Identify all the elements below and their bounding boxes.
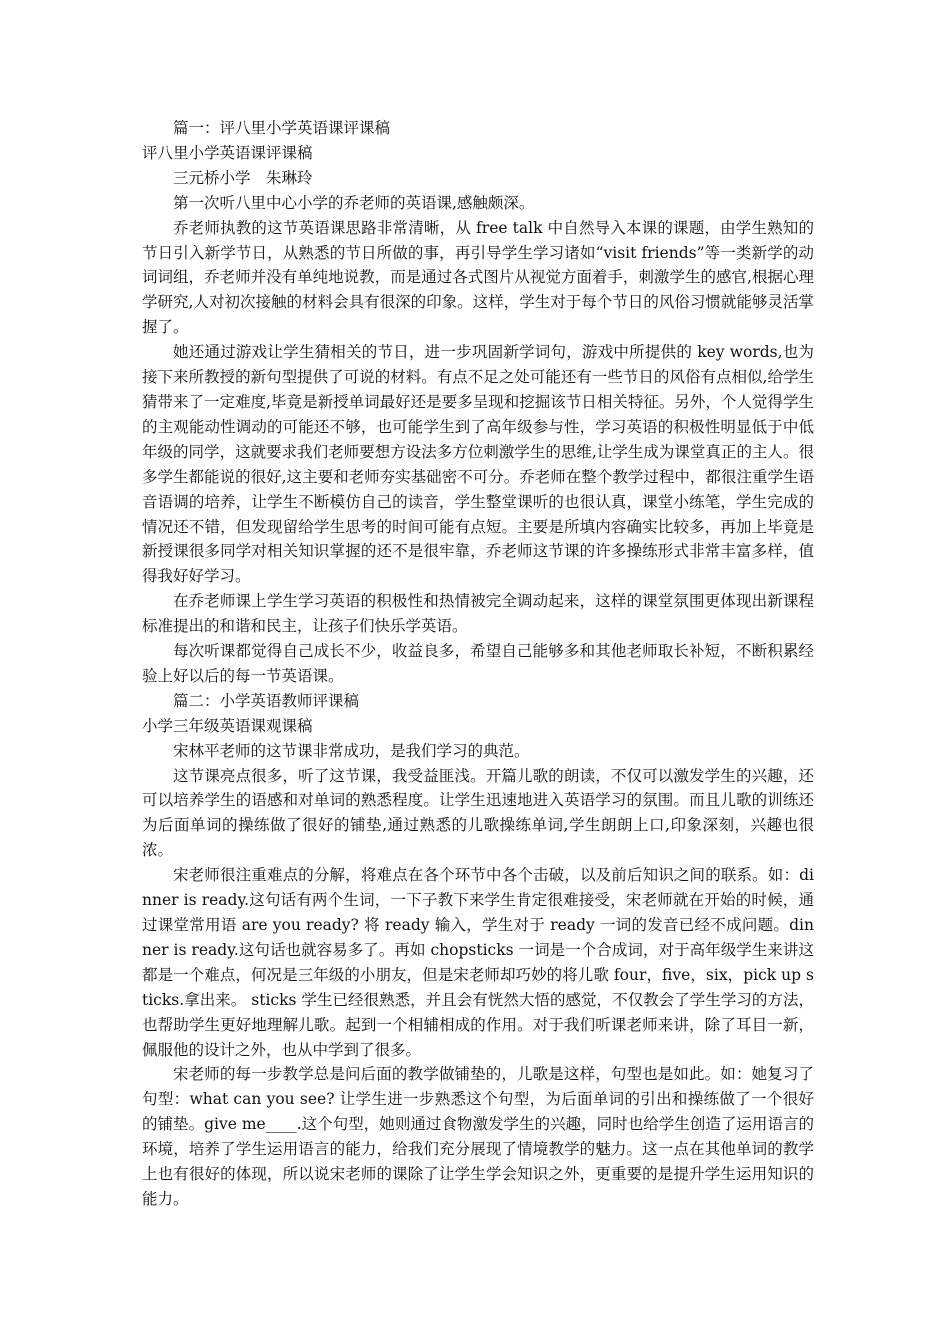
document-page (142, 116, 814, 1212)
section2-paragraph: 宋老师的每一步教学总是问后面的教学做铺垫的，儿歌是这样，句型也是如此。如：她复习了句型：what can you see? 让学生进一步熟悉这个句型，为后面单词的引出和操练做了一个很好的铺垫。give me____.这个句型，她则通过食物激发学生的兴趣，同时也给学生创造了运用语言的环境，培养了学生运用语言的能力，给我们充分展现了情境教学的魅力。这一点在其他单词的教学上也有很好的体现，所以说宋老师的课除了让学生学会知识之外，更重要的是提升学生运用知识的能力。 (142, 1065, 814, 1208)
section2-paragraph: 这节课亮点很多，听了这节课，我受益匪浅。开篇儿歌的朗读，不仅可以激发学生的兴趣，还可以培养学生的语感和对单词的熟悉程度。让学生迅速地进入英语学习的氛围。而且儿歌的训练还为后面单词的操练做了很好的铺垫,通过熟悉的儿歌操练单词,学生朗朗上口,印象深刻，兴趣也很浓。 (142, 766, 814, 860)
section1-paragraph: 第一次听八里中心小学的乔老师的英语课,感触颇深。 (173, 193, 535, 212)
section1-title: 评八里小学英语课评课稿 (142, 143, 313, 162)
section2-heading: 篇二：小学英语教师评课稿 (173, 691, 360, 710)
section2-paragraph: 宋老师很注重难点的分解，将难点在各个环节中各个击破，以及前后知识之间的联系。如：dinner is ready.这句话有两个生词，一下子教下来学生肯定很难接受，宋老师就在开始的时候，通过课堂常用语 are you ready? 将 ready 输入，学生对于 ready 一词的发音已经不成问题。dinner is ready.这句话也就容易多了。再如 chopsticks 一词是一个合成词，对于高年级学生来讲这都是一个难点，何况是三年级的小朋友，但是宋老师却巧妙的将儿歌 four，five，six，pick up sticks.拿出来。 sticks 学生已经很熟悉，并且会有恍然大悟的感觉，不仅教会了学生学习的方法，也帮助学生更好地理解儿歌。起到一个相辅相成的作用。对于我们听课老师来讲，除了耳目一新，佩服他的设计之外，也从中学到了很多。 (142, 866, 814, 1059)
section1-author: 三元桥小学 朱琳玲 (173, 168, 313, 187)
section1-heading: 篇一：评八里小学英语课评课稿 (173, 119, 391, 137)
section2-title: 小学三年级英语课观课稿 (142, 716, 313, 735)
section1-paragraph: 她还通过游戏让学生猜相关的节日，进一步巩固新学词句，游戏中所提供的 key words,也为接下来所教授的新句型提供了可说的材料。有点不足之处可能还有一些节日的风俗有点相似,给学生猜带来了一定难度,毕竟是新授单词最好还是要多呈现和挖掘该节日相关特征。另外，个人觉得学生的主观能动性调动的可能还不够，也可能学生到了高年级参与性，学习英语的积极性明显低于中低年级的同学，这就要求我们老师要想方设法多方位刺激学生的思维,让学生成为课堂真正的主人。很多学生都能说的很好,这主要和老师夯实基础密不可分。乔老师在整个教学过程中，都很注重学生语音语调的培养，让学生不断模仿自己的读音，学生整堂课听的也很认真，课堂小练笔，学生完成的情况还不错，但发现留给学生思考的时间可能有点短。主要是所填内容确实比较多，再加上毕竟是新授课很多同学对相关知识掌握的还不是很牢靠，乔老师这节课的许多操练形式非常丰富多样，值得我好好学习。 (142, 343, 814, 586)
section1-paragraph: 乔老师执教的这节英语课思路非常清晰，从 free talk 中自然导入本课的课题，由学生熟知的节日引入新学节日，从熟悉的节日所做的事，再引导学生学习诸如“visit friends”等一类新学的动词词组，乔老师并没有单纯地说教，而是通过各式图片从视觉方面着手，刺激学生的感官,根据心理学研究,人对初次接触的材料会具有很深的印象。这样，学生对于每个节日的风俗习惯就能够灵活掌握了。 (142, 218, 814, 337)
section1-paragraph: 在乔老师课上学生学习英语的积极性和热情被完全调动起来，这样的课堂氛围更体现出新课程标准提出的和谐和民主，让孩子们快乐学英语。 (142, 592, 814, 636)
section1-paragraph: 每次听课都觉得自己成长不少，收益良多，希望自己能够多和其他老师取长补短，不断积累经验上好以后的每一节英语课。 (142, 642, 814, 685)
section2-paragraph: 宋林平老师的这节课非常成功，是我们学习的典范。 (173, 741, 530, 760)
